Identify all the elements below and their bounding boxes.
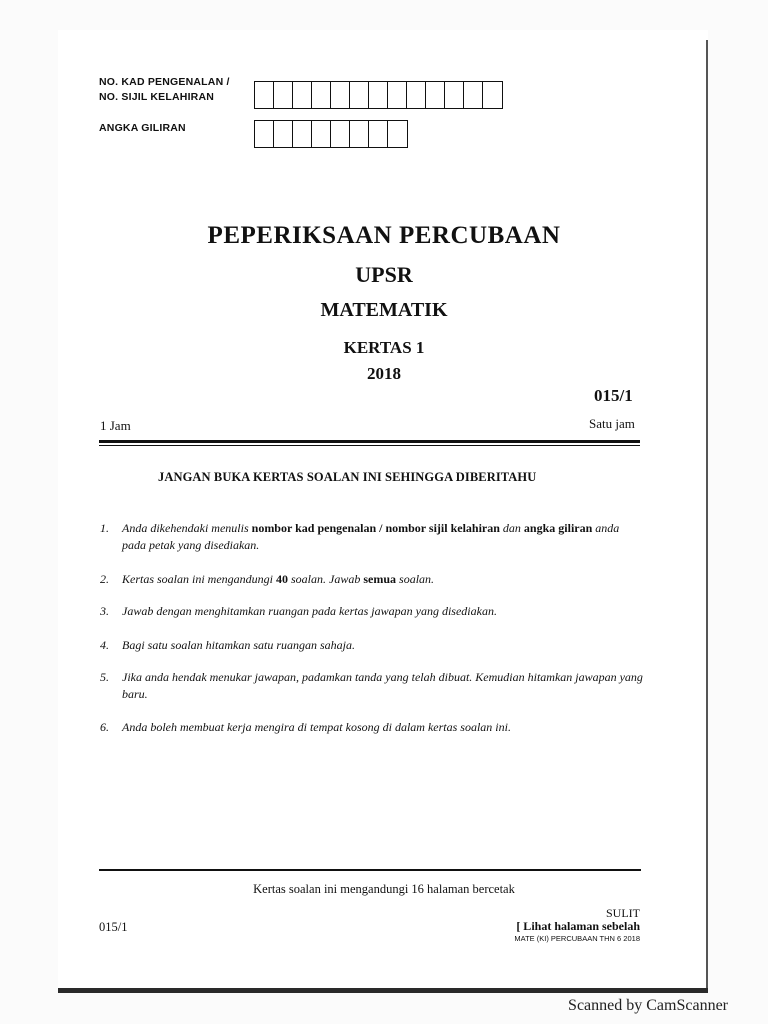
turn-box[interactable] — [388, 121, 407, 147]
id-box[interactable] — [293, 82, 312, 108]
turn-box[interactable] — [312, 121, 331, 147]
scanner-watermark: Scanned by CamScanner — [568, 997, 728, 1014]
turn-box[interactable] — [255, 121, 274, 147]
exam-paper — [58, 30, 708, 992]
exam-year: 2018 — [367, 364, 401, 383]
subject-title: MATEMATIK — [320, 299, 448, 321]
turn-number-label: ANGKA GILIRAN — [99, 122, 186, 134]
instruction-text: Bagi satu soalan hitamkan satu ruangan sahaja. — [122, 638, 356, 652]
instruction-text: anda pada petak yang disediakan. — [122, 521, 620, 552]
id-box[interactable] — [464, 82, 483, 108]
instruction-number: 6. — [100, 720, 109, 734]
turn-box[interactable] — [350, 121, 369, 147]
page-count-note: Kertas soalan ini mengandungi 16 halaman bercetak — [253, 882, 515, 896]
instruction-item — [100, 669, 645, 703]
instruction-number: 2. — [100, 572, 109, 586]
instruction-number: 4. — [100, 638, 109, 652]
exam-title: PEPERIKSAAN PERCUBAAN — [207, 222, 561, 249]
id-box[interactable] — [312, 82, 331, 108]
instruction-text: soalan. — [396, 572, 435, 586]
turn-box[interactable] — [369, 121, 388, 147]
see-next-page: [ Lihat halaman sebelah — [516, 919, 640, 933]
id-box[interactable] — [331, 82, 350, 108]
instruction-text: dan — [499, 521, 524, 535]
id-box[interactable] — [369, 82, 388, 108]
duration-left: 1 Jam — [100, 418, 131, 433]
paper-right-edge — [706, 40, 708, 990]
id-number-label-line1: NO. KAD PENGENALAN / — [99, 76, 230, 88]
instruction-bold: nombor kad pengenalan / nombor sijil kelahiran — [251, 521, 500, 535]
footer-paper-code: 015/1 — [99, 920, 128, 934]
instruction-item — [100, 603, 645, 620]
do-not-open-warning: JANGAN BUKA KERTAS SOALAN INI SEHINGGA DIBERITAHU — [158, 470, 537, 484]
instruction-item — [100, 719, 645, 736]
exam-type: UPSR — [355, 262, 413, 287]
id-box[interactable] — [350, 82, 369, 108]
instruction-text: Anda boleh membuat kerja mengira di tempat kosong di dalam kertas soalan ini. — [122, 720, 511, 734]
instruction-text: Jika anda hendak menukar jawapan, padamkan tanda yang telah dibuat. Kemudian hitamkan jawapan yang baru. — [122, 670, 643, 701]
turn-number-boxes[interactable] — [254, 120, 408, 148]
id-box[interactable] — [445, 82, 464, 108]
turn-box[interactable] — [274, 121, 293, 147]
confidential-label: SULIT — [606, 906, 640, 920]
id-number-boxes[interactable] — [254, 81, 503, 109]
instruction-text: Kertas soalan ini mengandungi — [122, 572, 277, 586]
instruction-bold: semua — [363, 572, 397, 586]
instruction-bold: angka giliran — [523, 521, 593, 535]
id-box[interactable] — [274, 82, 293, 108]
instruction-text: Anda dikehendaki menulis — [122, 521, 252, 535]
footer-rule — [99, 869, 641, 871]
instruction-number: 3. — [100, 604, 109, 618]
header-rule-top — [99, 440, 640, 443]
id-box[interactable] — [255, 82, 274, 108]
instruction-text: soalan. Jawab — [288, 572, 364, 586]
instruction-item — [100, 520, 645, 554]
instruction-text: Jawab dengan menghitamkan ruangan pada kertas jawapan yang disediakan. — [122, 604, 497, 618]
instruction-number: 1. — [100, 521, 109, 535]
turn-box[interactable] — [331, 121, 350, 147]
id-box[interactable] — [407, 82, 426, 108]
id-box[interactable] — [483, 82, 502, 108]
instruction-item — [100, 637, 645, 654]
paper-number: KERTAS 1 — [343, 338, 425, 357]
id-box[interactable] — [388, 82, 407, 108]
id-box[interactable] — [426, 82, 445, 108]
instruction-number: 5. — [100, 670, 109, 684]
duration-right: Satu jam — [589, 416, 635, 431]
instruction-item — [100, 571, 645, 588]
paper-reference: MATE (KI) PERCUBAAN THN 6 2018 — [514, 934, 640, 943]
instruction-bold: 40 — [276, 572, 289, 586]
id-number-label-line2: NO. SIJIL KELAHIRAN — [99, 91, 215, 103]
paper-bottom-edge — [58, 988, 708, 993]
turn-box[interactable] — [293, 121, 312, 147]
paper-code: 015/1 — [594, 386, 633, 405]
header-rule-bottom — [99, 445, 640, 446]
